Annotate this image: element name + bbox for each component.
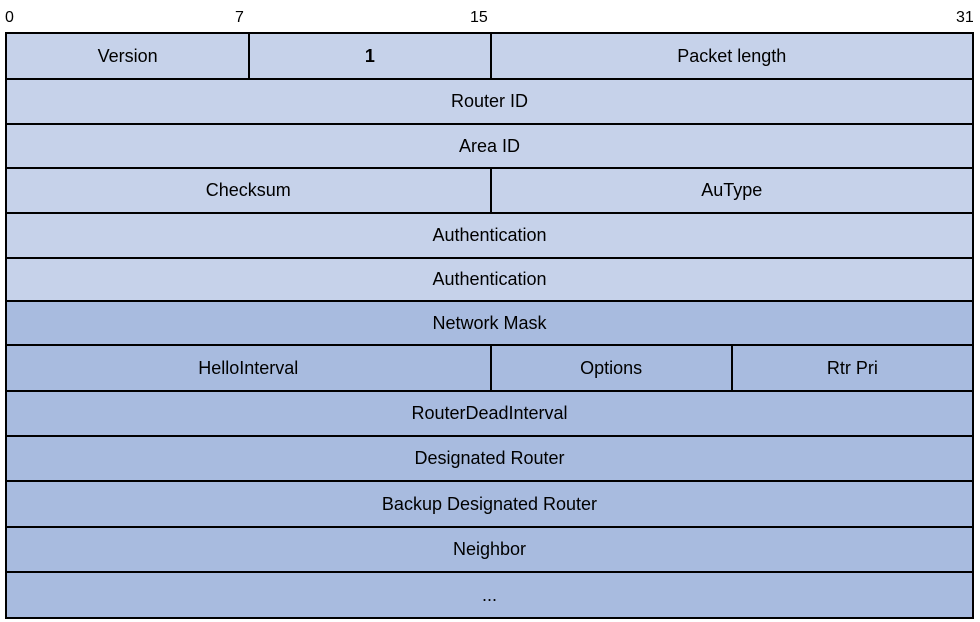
- field-options: Options: [490, 346, 731, 390]
- packet-row: [5, 346, 974, 392]
- packet-row: [5, 169, 974, 214]
- packet-row: [5, 80, 974, 125]
- field-checksum: Checksum: [205, 180, 291, 200]
- packet-row: [5, 437, 974, 482]
- field-backup-designated-router: Backup Designated Router: [381, 493, 598, 514]
- packet-row: [5, 392, 974, 437]
- field-network-mask: Network Mask: [432, 312, 547, 333]
- bit-label-31: 31: [956, 9, 974, 26]
- field-ellipsis: ...: [481, 584, 497, 605]
- field-rtr-pri: Rtr Pri: [731, 346, 972, 390]
- ospf-hello-packet-diagram: [5, 32, 974, 617]
- field-routerdeadinterval: RouterDeadInterval: [411, 403, 568, 423]
- bit-ruler: [0, 8, 980, 28]
- packet-row: [5, 528, 974, 573]
- field-router-id: Router ID: [450, 91, 529, 111]
- bit-label-15: 15: [470, 9, 488, 26]
- packet-row: [5, 302, 974, 346]
- field-1: 1: [248, 34, 489, 78]
- field-neighbor: Neighbor: [452, 539, 527, 559]
- packet-row: [5, 214, 974, 259]
- bit-label-7: 7: [235, 9, 244, 26]
- packet-row: [5, 259, 974, 302]
- field-authentication: Authentication: [432, 269, 547, 289]
- packet-row: [5, 482, 974, 528]
- field-version: Version: [97, 45, 158, 66]
- field-packet-length: Packet length: [490, 34, 973, 78]
- packet-row: [5, 34, 974, 80]
- field-area-id: Area ID: [458, 135, 521, 156]
- field-designated-router: Designated Router: [414, 448, 565, 468]
- packet-row: [5, 573, 974, 619]
- packet-row: [5, 125, 974, 169]
- field-hellointerval: HelloInterval: [198, 357, 299, 378]
- field-authentication: Authentication: [432, 225, 547, 245]
- field-autype: AuType: [490, 169, 973, 212]
- bit-label-0: 0: [5, 9, 14, 26]
